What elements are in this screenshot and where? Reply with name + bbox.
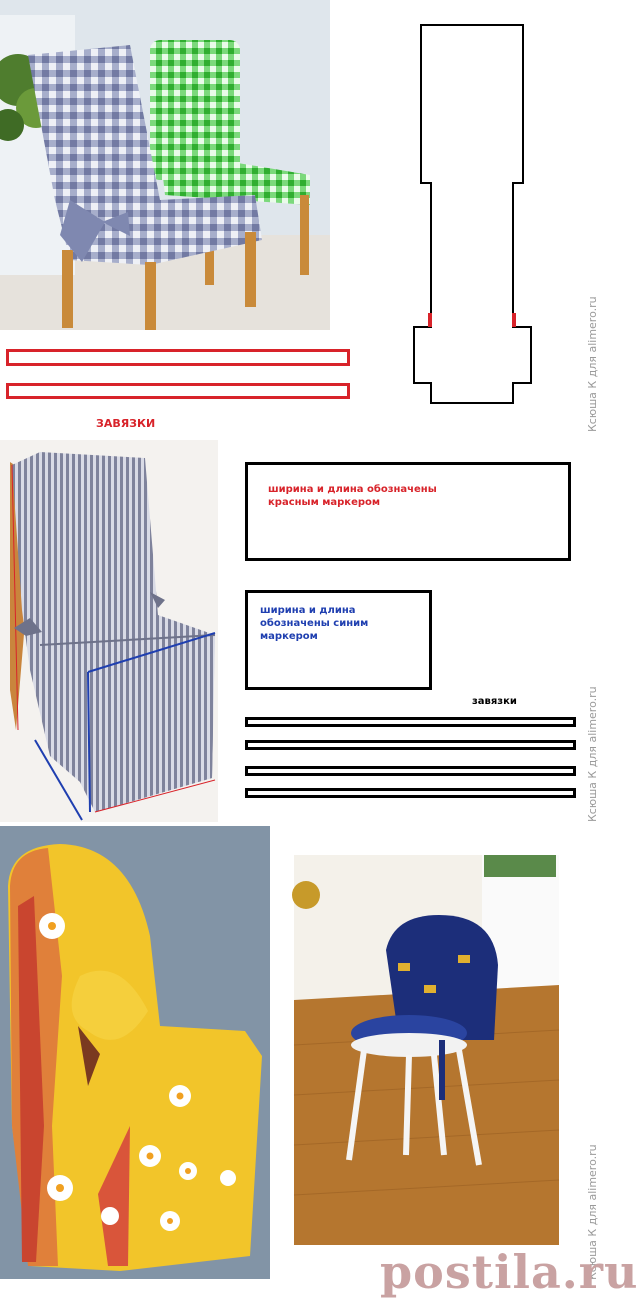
photo-blue-chair bbox=[294, 855, 559, 1245]
red-marker-note: ширина и длина обозначены красным маркером bbox=[268, 484, 437, 508]
cover-pattern-outline bbox=[400, 15, 540, 410]
blue-marker-note: ширина и длина обозначены синим маркером bbox=[260, 605, 369, 642]
tie-strip-black-3 bbox=[245, 766, 576, 776]
tie-strip-red-1 bbox=[6, 349, 350, 366]
gingham-chairs-illustration bbox=[0, 0, 330, 330]
photo-yellow-floral-chair bbox=[0, 826, 270, 1279]
watermark-2: Ксюша К для alimero.ru bbox=[586, 686, 599, 822]
yellow-chair-illustration bbox=[0, 826, 270, 1279]
postila-logo: postila.ru bbox=[380, 1245, 638, 1299]
red-marker-piece-box bbox=[245, 462, 571, 561]
ties-label-black: завязки bbox=[472, 696, 517, 707]
tie-strip-black-2 bbox=[245, 740, 576, 750]
watermark-3: Ксюша К для alimero.ru bbox=[586, 1144, 599, 1280]
watermark-1: Ксюша К для alimero.ru bbox=[586, 296, 599, 432]
photo-gingham-chairs bbox=[0, 0, 330, 330]
striped-chair-illustration bbox=[0, 440, 218, 822]
tie-strip-black-1 bbox=[245, 717, 576, 727]
photo-striped-chair bbox=[0, 440, 218, 822]
tie-strip-black-4 bbox=[245, 788, 576, 798]
ties-label-red: ЗАВЯЗКИ bbox=[96, 417, 156, 430]
tie-strip-red-2 bbox=[6, 383, 350, 399]
blue-chair-illustration bbox=[294, 855, 559, 1245]
